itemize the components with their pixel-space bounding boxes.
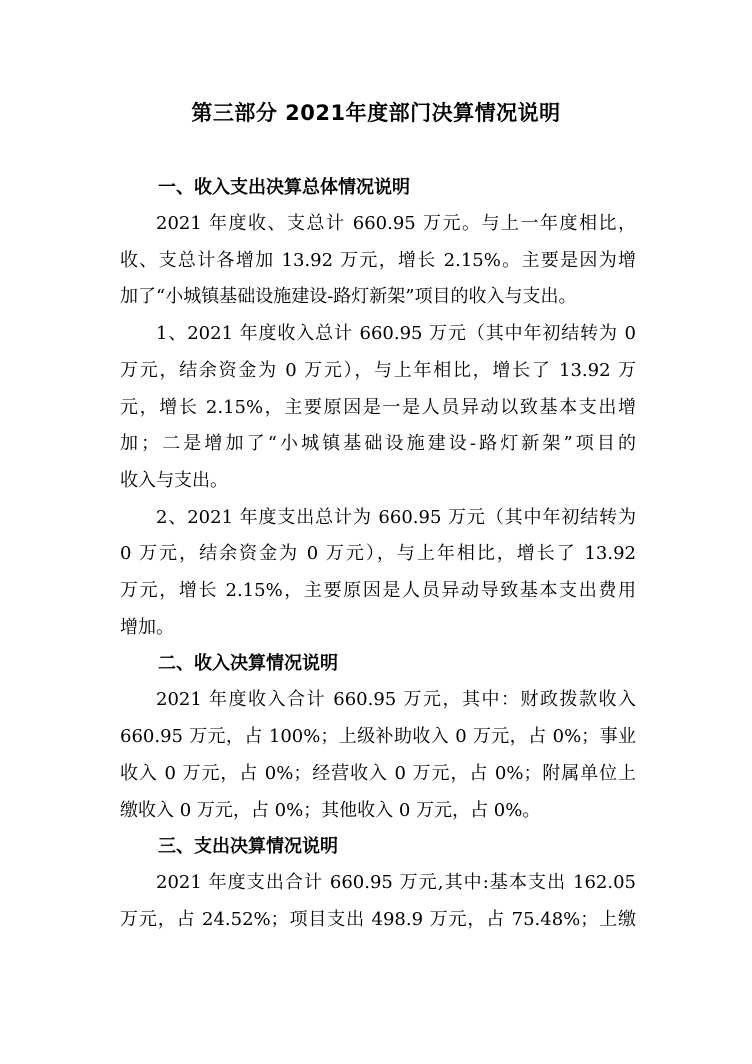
text-line: 2021 年度收、支总计 660.95 万元。与上一年度相比， [156, 213, 636, 234]
text-line: 万元，占 24.52%；项目支出 498.9 万元，占 75.48%；上缴 [120, 908, 636, 930]
text-line: 元，增长 2.15%，主要原因是一是人员异动以致基本支出增 [120, 396, 636, 418]
text-line: 缴收入 0 万元，占 0%；其他收入 0 万元，占 0%。 [120, 799, 541, 821]
text-line: 加了“小城镇基础设施建设-路灯新架”项目的收入与支出。 [120, 286, 577, 308]
text-line: 2021 年度支出合计 660.95 万元,其中:基本支出 162.05 [156, 872, 636, 894]
paragraph [120, 682, 636, 829]
text-line: 660.95 万元，占 100%；上级补助收入 0 万元，占 0%；事业 [120, 726, 636, 748]
paragraph [120, 500, 636, 647]
text-line: 收入与支出。 [120, 469, 228, 491]
section-heading-expenditure: 三、支出决算情况说明 [158, 836, 338, 858]
text-line: 收入 0 万元，占 0%；经营收入 0 万元，占 0%；附属单位上 [120, 762, 636, 784]
text-line: 万元，增长 2.15%，主要原因是人员异动导致基本支出费用 [120, 580, 636, 602]
paragraph [120, 865, 636, 938]
text-line: 2、2021 年度支出总计为 660.95 万元（其中年初结转为 [156, 506, 636, 528]
document-title: 第三部分 2021年度部门决算情况说明 [191, 101, 561, 125]
paragraph [120, 206, 636, 316]
text-line: 1、2021 年度收入总计 660.95 万元（其中年初结转为 0 [156, 323, 636, 345]
text-line: 万元，结余资金为 0 万元），与上年相比，增长了 13.92 万 [120, 359, 636, 381]
text-line: 增加。 [120, 616, 174, 638]
document-body [120, 170, 636, 939]
text-line: 2021 年度收入合计 660.95 万元，其中：财政拨款收入 [156, 689, 636, 711]
section-heading-overall: 一、收入支出决算总体情况说明 [158, 177, 410, 198]
text-line: 收、支总计各增加 13.92 万元，增长 2.15%。主要是因为增 [120, 249, 636, 271]
text-line: 0 万元，结余资金为 0 万元），与上年相比，增长了 13.92 [120, 543, 636, 565]
text-line: 加；二是增加了“小城镇基础设施建设-路灯新架”项目的 [120, 433, 636, 455]
paragraph [120, 316, 636, 500]
section-heading-income: 二、收入决算情况说明 [158, 653, 338, 675]
